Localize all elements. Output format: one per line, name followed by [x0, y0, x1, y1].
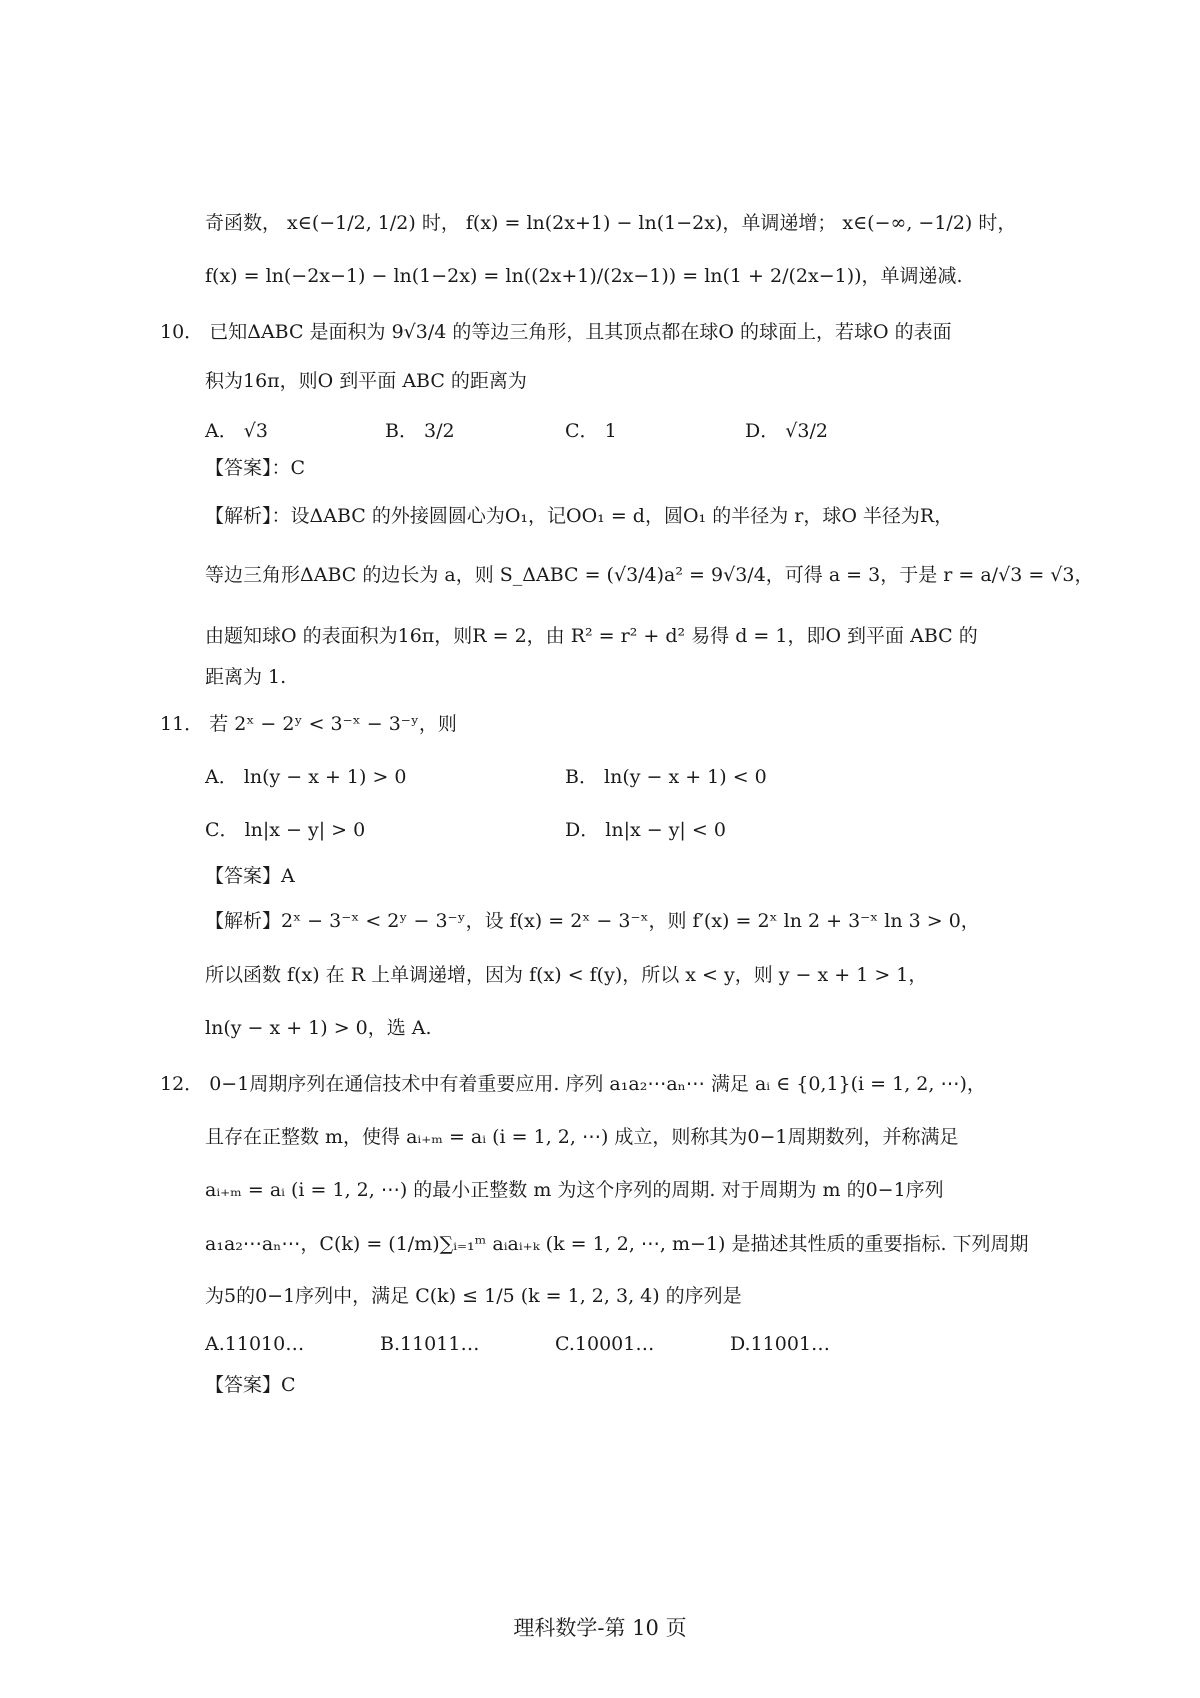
option-d: D． √3/2	[745, 420, 828, 442]
question-11-solution-1: 【解析】2ˣ − 3⁻ˣ < 2ʸ − 3⁻ʸ，设 f(x) = 2ˣ − 3⁻ˣ，则 f′(x) = 2ˣ ln 2 + 3⁻ˣ ln 3 > 0，	[205, 910, 980, 932]
question-10-solution-1: 【解析】：设ΔABC 的外接圆圆心为O₁，记OO₁ = d，圆O₁ 的半径为 r，球O 半径为R，	[205, 505, 954, 527]
question-11-solution-2: 所以函数 f(x) 在 R 上单调递增，因为 f(x) < f(y)，所以 x < y，则 y − x + 1 > 1，	[205, 964, 928, 986]
page-footer: 理科数学-第 10 页	[513, 1616, 687, 1640]
option-b: B． ln(y − x + 1) < 0	[565, 766, 767, 788]
solution-line-decreasing: f(x) = ln(−2x−1) − ln(1−2x) = ln((2x+1)/(2x−1)) = ln(1 + 2/(2x−1))，单调递减.	[205, 265, 963, 287]
question-10-answer: 【答案】：C	[205, 457, 306, 479]
option-a: A． ln(y − x + 1) > 0	[205, 766, 407, 788]
option-c: C.10001…	[555, 1333, 655, 1355]
option-d: D． ln|x − y| < 0	[565, 819, 726, 841]
option-b: B.11011…	[380, 1333, 480, 1355]
question-11-stem: 11． 若 2ˣ − 2ʸ < 3⁻ˣ − 3⁻ʸ，则	[160, 713, 457, 735]
question-10-stem: 10． 已知ΔABC 是面积为 9√3/4 的等边三角形，且其顶点都在球O 的球面上，若球O 的表面	[160, 321, 952, 343]
question-11-answer: 【答案】A	[205, 865, 295, 887]
option-a: A.11010…	[205, 1333, 305, 1355]
question-10-stem-cont: 积为16π，则O 到平面 ABC 的距离为	[205, 370, 527, 392]
option-a: A． √3	[205, 420, 268, 442]
option-c: C． 1	[565, 420, 617, 442]
question-12-answer: 【答案】C	[205, 1374, 296, 1396]
solution-line-odd-function: 奇函数， x∈(−1/2, 1/2) 时， f(x) = ln(2x+1) − ln(1−2x)，单调递增； x∈(−∞, −1/2) 时，	[205, 212, 1017, 234]
question-10-solution-2: 等边三角形ΔABC 的边长为 a，则 S_ΔABC = (√3/4)a² = 9√3/4，可得 a = 3，于是 r = a/√3 = √3，	[205, 564, 1094, 586]
question-12-stem-2: 且存在正整数 m，使得 aᵢ₊ₘ = aᵢ (i = 1, 2, ⋯) 成立，则称其为0−1周期数列，并称满足	[205, 1126, 959, 1148]
question-12-stem-5: 为5的0−1序列中，满足 C(k) ≤ 1/5 (k = 1, 2, 3, 4) 的序列是	[205, 1285, 742, 1307]
question-12-stem: 12． 0−1周期序列在通信技术中有着重要应用. 序列 a₁a₂⋯aₙ⋯ 满足 aᵢ ∈ {0,1}(i = 1, 2, ⋯)，	[160, 1073, 986, 1095]
question-10-solution-3: 由题知球O 的表面积为16π，则R = 2，由 R² = r² + d² 易得 d = 1，即O 到平面 ABC 的	[205, 625, 978, 647]
question-12-stem-3: aᵢ₊ₘ = aᵢ (i = 1, 2, ⋯) 的最小正整数 m 为这个序列的周期. 对于周期为 m 的0−1序列	[205, 1179, 944, 1201]
option-b: B． 3/2	[385, 420, 455, 442]
option-c: C． ln|x − y| > 0	[205, 819, 366, 841]
question-11-solution-3: ln(y − x + 1) > 0，选 A.	[205, 1017, 432, 1039]
question-12-stem-4: a₁a₂⋯aₙ⋯，C(k) = (1/m)∑ᵢ₌₁ᵐ aᵢaᵢ₊ₖ (k = 1, 2, ⋯, m−1) 是描述其性质的重要指标. 下列周期	[205, 1233, 1029, 1255]
question-10-solution-4: 距离为 1.	[205, 666, 287, 688]
option-d: D.11001…	[730, 1333, 831, 1355]
